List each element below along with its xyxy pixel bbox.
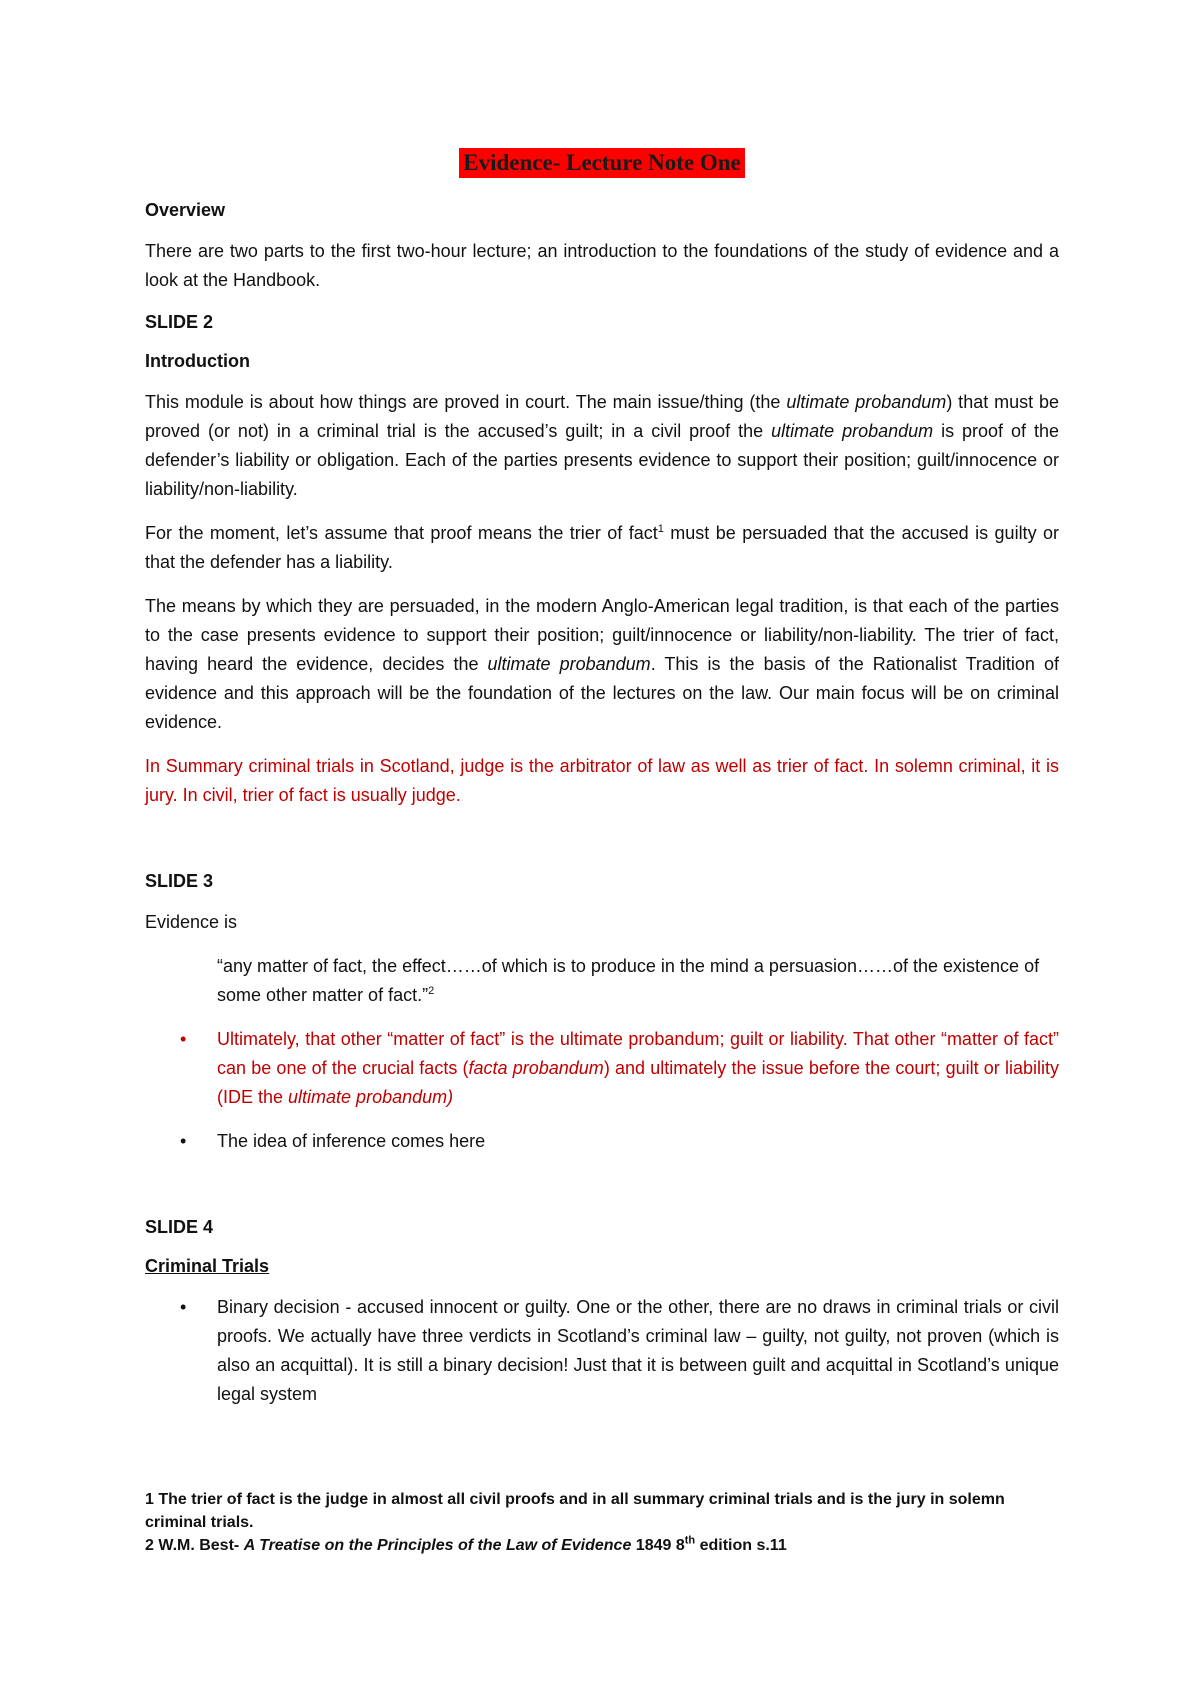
intro-paragraph (145, 388, 1059, 504)
criminal-trials-heading: Criminal Trials (145, 1256, 270, 1276)
best-quote (145, 952, 1059, 1010)
intro-em-1: ultimate probandum (786, 392, 947, 412)
footnote-2-text-c: edition s.11 (695, 1537, 787, 1554)
list-item (145, 1025, 1059, 1112)
introduction-heading: Introduction (145, 351, 250, 371)
slide-4-label: SLIDE 4 (145, 1217, 214, 1237)
document-title: Evidence- Lecture Note One (459, 148, 744, 178)
bullet-icon: • (180, 1029, 187, 1049)
evidence-is-line: Evidence is (145, 912, 238, 932)
moment-paragraph (145, 519, 1059, 577)
bullet-2-text: The idea of inference comes here (217, 1131, 486, 1151)
footnote-1: 1 The trier of fact is the judge in almost all civil proofs and in all summary criminal trials and is the jury in solemn criminal trials. (145, 1491, 1005, 1531)
means-paragraph (145, 592, 1059, 737)
footnote-2-text-a: 2 W.M. Best- (145, 1537, 244, 1554)
title-wrap (145, 148, 1059, 179)
bullet-1-text-b: ) and ultimately the issue before the court; guilt or liability (IDE the (217, 1058, 1059, 1107)
means-em: ultimate probandum (487, 654, 651, 674)
footnote-2-book-title: A Treatise on the Principles of the Law of Evidence (243, 1537, 632, 1554)
overview-paragraph: There are two parts to the first two-hour lecture; an introduction to the foundations of the study of evidence and a look at the Handbook. (145, 241, 1059, 290)
means-text-2: . This is the basis of the Rationalist Tradition of evidence and this approach will be the foundation of the lectures on the law. Our main focus will be on criminal evidence. (145, 654, 1060, 732)
bullet-1-em-2: ultimate probandum) (288, 1087, 454, 1107)
footnote-2 (145, 1534, 1059, 1557)
footnote-2-text-b: 1849 8 (631, 1537, 685, 1554)
slide-4-bullets (145, 1293, 1059, 1409)
document-body (145, 148, 1059, 1424)
bullet-icon: • (180, 1297, 187, 1317)
quote-text: “any matter of fact, the effect……of which is to produce in the mind a persuasion……of the existence of some other matter of fact.” (217, 956, 1040, 1005)
list-item (145, 1293, 1059, 1409)
list-item (145, 1127, 1059, 1156)
spacer (145, 1171, 1059, 1215)
intro-text-3: is proof of the defender’s liability or obligation. Each of the parties presents evidence to support their position; guilt/innocence or liability/non-liability. (145, 421, 1059, 499)
footnote-2-sup: th (684, 1534, 696, 1547)
bullet-icon: • (180, 1131, 187, 1151)
bullet-1-text-a: Ultimately, that other “matter of fact” is the ultimate probandum; guilt or liability. That other “matter of fact” can be one of the crucial facts ( (217, 1029, 1059, 1078)
intro-text-2: ) that must be proved (or not) in a criminal trial is the accused’s guilt; in a civil proof the (145, 392, 1059, 441)
means-text-1: The means by which they are persuaded, in the modern Anglo-American legal tradition, is that each of the parties to the case presents evidence to support their position; guilt/innocence or liability/non-liability. The trier of fact, having heard the evidence, decides the (145, 596, 1059, 674)
bullet-1-em-1: facta probandum (468, 1058, 604, 1078)
footnotes (145, 1488, 1059, 1557)
slide-2-label: SLIDE 2 (145, 312, 214, 332)
intro-em-2: ultimate probandum (771, 421, 934, 441)
slide-3-label: SLIDE 3 (145, 871, 214, 891)
moment-text-2: must be persuaded that the accused is guilty or that the defender has a liability. (145, 523, 1060, 572)
bullet-3-text: Binary decision - accused innocent or guilty. One or the other, there are no draws in criminal trials or civil proofs. We actually have three verdicts in Scotland’s criminal law – guilty, not guilty, not proven (which is also an acquittal). It is still a binary decision! Just that it is between guilt and acquittal in Scotland’s unique legal system (217, 1297, 1059, 1404)
overview-heading: Overview (145, 200, 226, 220)
footnote-ref-1: 1 (657, 523, 664, 535)
slide-3-bullets (145, 1025, 1059, 1156)
spacer (145, 825, 1059, 869)
summary-red-paragraph: In Summary criminal trials in Scotland, judge is the arbitrator of law as well as trier of fact. In solemn criminal, it is jury. In civil, trier of fact is usually judge. (145, 756, 1059, 805)
intro-text-1: This module is about how things are proved in court. The main issue/thing (the (145, 392, 787, 412)
footnote-ref-2: 2 (428, 985, 435, 997)
moment-text-1: For the moment, let’s assume that proof means the trier of fact (145, 523, 658, 543)
